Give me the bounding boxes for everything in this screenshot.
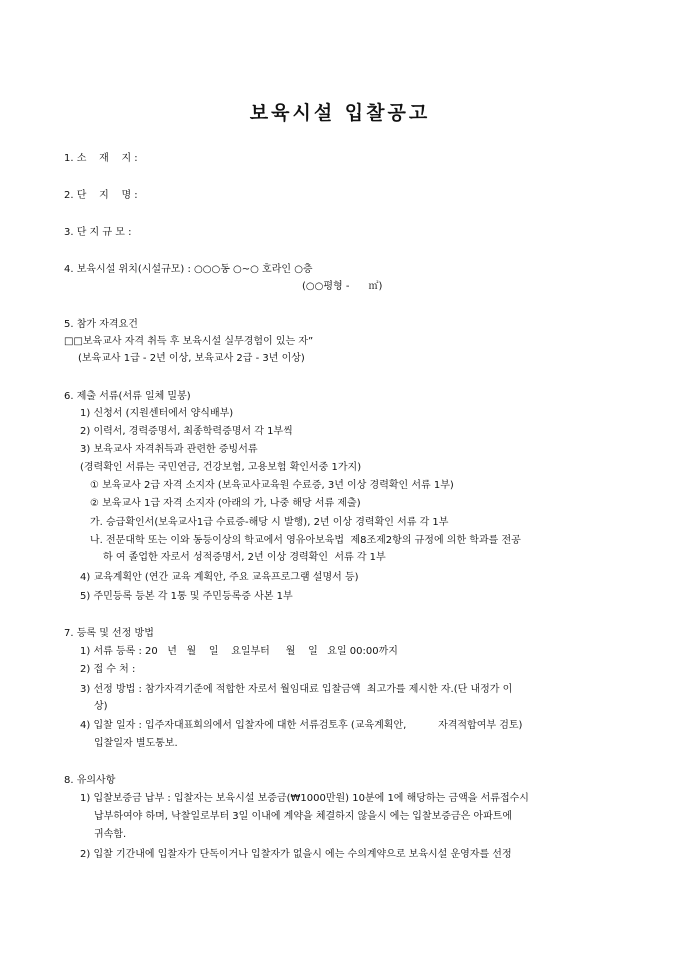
- qualification-line-1: □□보육교사 자격 취득 후 보육시설 실무경험이 있는 자”: [64, 336, 314, 347]
- documents-item-3-sub-na: 나. 전문대학 또는 이와 동등이상의 학교에서 영유아보육법 제8조제2항의 규정에 의한 학과를 전공: [90, 535, 521, 546]
- documents-item-5: 5) 주민등록 등본 각 1통 및 주민등록증 사본 1부: [80, 591, 293, 602]
- documents-item-3: 3) 보육교사 자격취득과 관련한 증빙서류: [80, 444, 258, 455]
- section-registration: 7. 등록 및 선정 방법: [64, 628, 154, 639]
- section-facility-location: 4. 보육시설 위치(시설규모) : ○○○동 ○~○ 호라인 ○층: [64, 264, 313, 275]
- documents-item-3-sub-1: ① 보육교사 2급 자격 소지자 (보육교사교육원 수료증, 3년 이상 경력확인 서류 1부): [90, 480, 454, 491]
- notes-item-1: 1) 입찰보증금 납부 : 입찰자는 보육시설 보증금(₩1000만원) 10분에 1에 해당하는 금액을 서류접수시: [80, 793, 529, 804]
- documents-item-3-sub-2: ② 보육교사 1급 자격 소지자 (아래의 가, 나중 해당 서류 제출): [90, 498, 361, 509]
- section-notes: 8. 유의사항: [64, 775, 116, 786]
- documents-item-1: 1) 신청서 (지원센터에서 양식배부): [80, 408, 234, 419]
- documents-item-4: 4) 교육계획안 (연간 교육 계획안, 주요 교육프로그램 설명서 등): [80, 572, 359, 583]
- notes-item-1-cont-2: 귀속함.: [94, 829, 127, 840]
- documents-item-3-note: (경력확인 서류는 국민연금, 건강보험, 고용보험 확인서중 1가지): [80, 462, 362, 473]
- documents-item-3-sub-na-cont: 하 여 졸업한 자로서 성적증명서, 2년 이상 경력확인 서류 각 1부: [103, 552, 386, 563]
- registration-item-2: 2) 접 수 처 :: [80, 664, 136, 675]
- registration-item-3-cont: 상): [94, 701, 108, 712]
- registration-item-4: 4) 입찰 일자 : 입주자대표회의에서 입찰자에 대한 서류검토후 (교육계획안, 자격적합여부 검토): [80, 720, 523, 731]
- documents-item-3-sub-ga: 가. 승급확인서(보육교사1급 수료증-해당 시 발행), 2년 이상 경력확인 서류 각 1부: [90, 517, 449, 528]
- facility-area: (○○평형 - ㎡): [302, 281, 383, 292]
- documents-item-2: 2) 이력서, 경력증명서, 최종학력증명서 각 1부씩: [80, 426, 293, 437]
- registration-item-3: 3) 선정 방법 : 참가자격기준에 적합한 자로서 월임대료 입찰금액 최고가를 제시한 자.(단 내정가 이: [80, 684, 513, 695]
- section-documents: 6. 제출 서류(서류 일체 밀봉): [64, 391, 191, 402]
- section-complex-size: 3. 단 지 규 모 :: [64, 227, 132, 238]
- notes-item-2: 2) 입찰 기간내에 입찰자가 단독이거나 입찰자가 없을시 에는 수의계약으로 보육시설 운영자를 선정: [80, 849, 512, 860]
- section-complex-name: 2. 단 지 명 :: [64, 190, 138, 201]
- registration-item-1: 1) 서류 등록 : 20 년 월 일 요일부터 월 일 요일 00:00까지: [80, 646, 398, 657]
- qualification-line-2: (보육교사 1급 - 2년 이상, 보육교사 2급 - 3년 이상): [78, 353, 305, 364]
- section-qualification: 5. 참가 자격요건: [64, 319, 138, 330]
- registration-item-4-cont: 입찰일자 별도통보.: [94, 738, 178, 749]
- notes-item-1-cont: 납부하여야 하며, 낙찰일로부터 3일 이내에 계약을 체결하지 않을시 에는 입찰보증금은 아파트에: [94, 811, 513, 822]
- document-title: 보육시설 입찰공고: [249, 102, 431, 124]
- section-location: 1. 소 재 지 :: [64, 153, 138, 164]
